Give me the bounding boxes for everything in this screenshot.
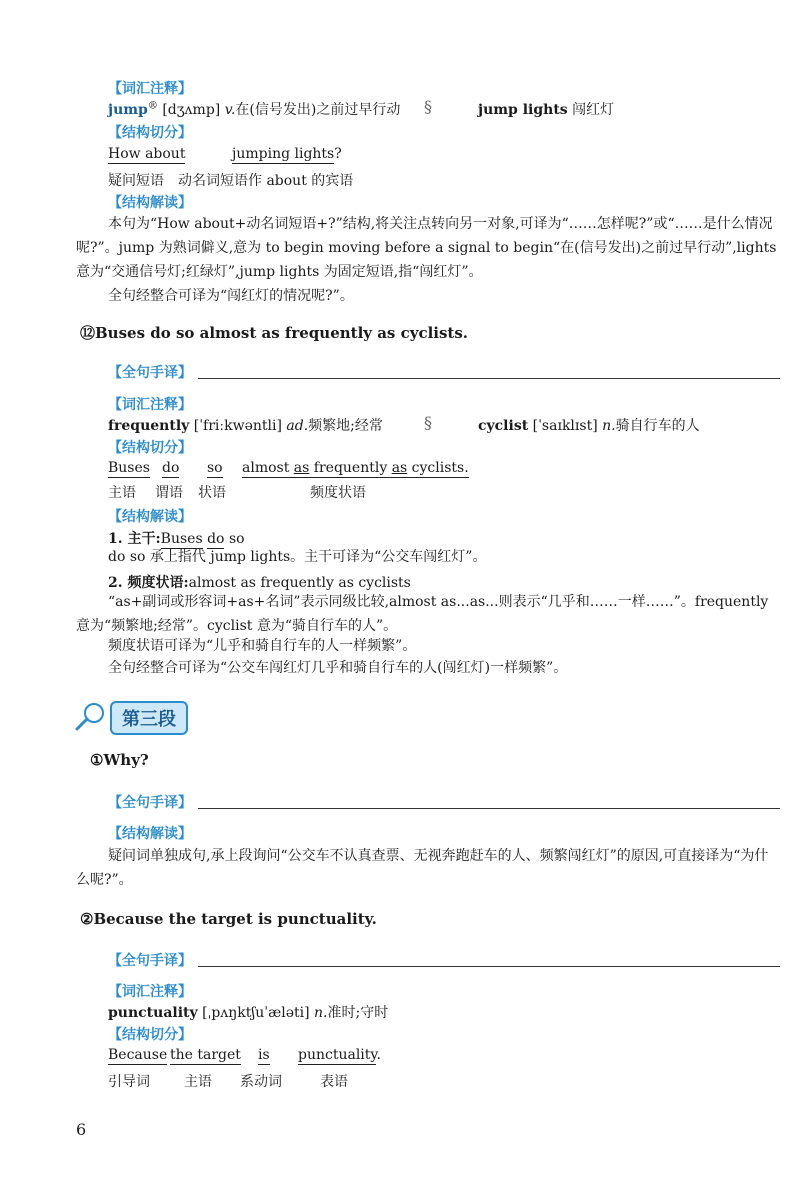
- struct-label-connector: 引导词: [108, 1074, 150, 1090]
- page-number: 6: [76, 1120, 87, 1139]
- pos: n.: [602, 418, 616, 434]
- main-clause-label: 1. 主干:: [108, 531, 161, 547]
- explain-paragraph: 本句为“How about+动名词短语+?”结构,将关注点转向另一对象,可译为“……怎样呢?”或“……是什么情况呢?”。jump 为熟词僻义,意为 to begin moving before a signal to begin“在(信号发出)之前过早行动”,lights 意为“交通信号灯;红绿灯”,jump lights 为固定短语,指“闯红灯”。: [76, 216, 777, 280]
- struct-seg-is: is: [258, 1047, 270, 1063]
- vocab-entry-cyclist: [478, 415, 700, 435]
- phrase-def: 闯红灯: [572, 102, 615, 118]
- struct-label-predicate: 谓语: [155, 485, 183, 501]
- struct-label-predicative: 表语: [320, 1074, 348, 1090]
- magnifier-icon: [74, 701, 108, 735]
- summary-paragraph: 全句经整合可译为“闯红灯的情况呢?”。: [108, 288, 354, 304]
- struct-seg-do: do: [162, 460, 180, 476]
- word-mark: ®: [147, 100, 158, 112]
- question-2: ②Because the target is punctuality.: [80, 910, 377, 928]
- summary-paragraph: 全句经整合可译为“公交车闯红灯几乎和骑自行车的人(闯红灯)一样频繁”。: [108, 660, 568, 676]
- struct-seg-target: the target: [170, 1047, 241, 1063]
- vocab-phrase: [478, 99, 614, 119]
- phrase: jump lights: [478, 102, 568, 118]
- separator-icon: §: [424, 413, 432, 432]
- sentence-12: ⑫Buses do so almost as frequently as cyclists.: [80, 324, 469, 342]
- struct-label-degree: 频度状语: [310, 485, 366, 501]
- struct-seg-because: Because: [108, 1047, 168, 1063]
- struct-seg-jumping: jumping lights?: [232, 146, 342, 162]
- explain-header: 【结构解读】: [108, 826, 192, 842]
- phonetic: [ˌpʌŋktʃuˈæləti]: [202, 1005, 310, 1021]
- vocab-entry-jump: [108, 99, 400, 119]
- word-frequently: frequently: [108, 418, 190, 434]
- translation-line[interactable]: [198, 378, 780, 379]
- struct-label-adverbial: 状语: [198, 485, 226, 501]
- definition: 骑自行车的人: [615, 418, 700, 434]
- explain-paragraph: 疑问词单独成句,承上段询问“公交车不认真查票、无视奔跑赶车的人、频繁闯红灯”的原因,可直接译为“为什么呢?”。: [76, 848, 769, 888]
- word-cyclist: cyclist: [478, 418, 529, 434]
- phonetic: [ˈsaɪklɪst]: [532, 418, 598, 434]
- pos: v.: [224, 102, 236, 118]
- word-punctuality: punctuality: [108, 1005, 198, 1021]
- vocab-entry-frequently: [108, 415, 383, 435]
- struct-header: 【结构切分】: [108, 440, 192, 456]
- struct-label-2: 动名词短语作 about 的宾语: [178, 173, 354, 189]
- struct-seg-adverbial: almost as frequently as cyclists.: [242, 460, 469, 476]
- definition: 在(信号发出)之前过早行动: [235, 102, 401, 118]
- main-clause-line: 1. 主干:Buses do so: [108, 531, 245, 547]
- translation-line[interactable]: [198, 808, 780, 809]
- translation-line[interactable]: [198, 966, 780, 967]
- struct-seg-so: so: [207, 460, 223, 476]
- definition: 频繁地;经常: [308, 418, 383, 434]
- vocab-header: 【词汇注释】: [108, 81, 192, 97]
- struct-header: 【结构切分】: [108, 125, 192, 141]
- phonetic: [ˈfriːkwəntli]: [193, 418, 282, 434]
- translation-header: 【全句手译】: [108, 365, 192, 381]
- struct-label-subject: 主语: [184, 1074, 212, 1090]
- definition: 准时;守时: [327, 1005, 389, 1021]
- degree-translate: 频度状语可译为“儿乎和骑自行车的人一样频繁”。: [108, 638, 417, 654]
- degree-label: 2. 频度状语:: [108, 575, 189, 591]
- explain-header: 【结构解读】: [108, 509, 192, 525]
- main-clause-text: do so 承上指代 jump lights。主干可译为“公交车闯红灯”。: [108, 549, 487, 565]
- explain-header: 【结构解读】: [108, 195, 192, 211]
- struct-seg-buses: Buses: [108, 460, 150, 476]
- struct-label-linking-verb: 系动词: [240, 1074, 282, 1090]
- word-jump: jump: [108, 102, 148, 118]
- vocab-header: 【词汇注释】: [108, 984, 192, 1000]
- struct-header: 【结构切分】: [108, 1027, 192, 1043]
- section-title: 第三段: [110, 701, 188, 735]
- struct-seg-punctuality: punctuality.: [298, 1047, 381, 1063]
- vocab-entry-punctuality: [108, 1002, 388, 1022]
- separator-icon: §: [424, 97, 432, 116]
- pos: ad.: [286, 418, 309, 434]
- vocab-header: 【词汇注释】: [108, 397, 192, 413]
- translation-header: 【全句手译】: [108, 953, 192, 969]
- translation-header: 【全句手译】: [108, 795, 192, 811]
- struct-seg-how-about: How about: [108, 146, 186, 162]
- degree-explain: “as+副词或形容词+as+名词”表示同级比较,almost as...as...则表示“几乎和……一样……”。frequently 意为“频繁地;经常”。cyclist 意为“骑自行车的人”。: [76, 594, 769, 634]
- degree-adverbial-line: 2. 频度状语:almost as frequently as cyclists: [108, 575, 411, 591]
- pos: n.: [314, 1005, 328, 1021]
- struct-label-1: 疑问短语: [108, 173, 164, 189]
- phonetic: [dʒʌmp]: [162, 102, 221, 118]
- question-1: ①Why?: [90, 751, 149, 769]
- struct-label-subject: 主语: [108, 485, 136, 501]
